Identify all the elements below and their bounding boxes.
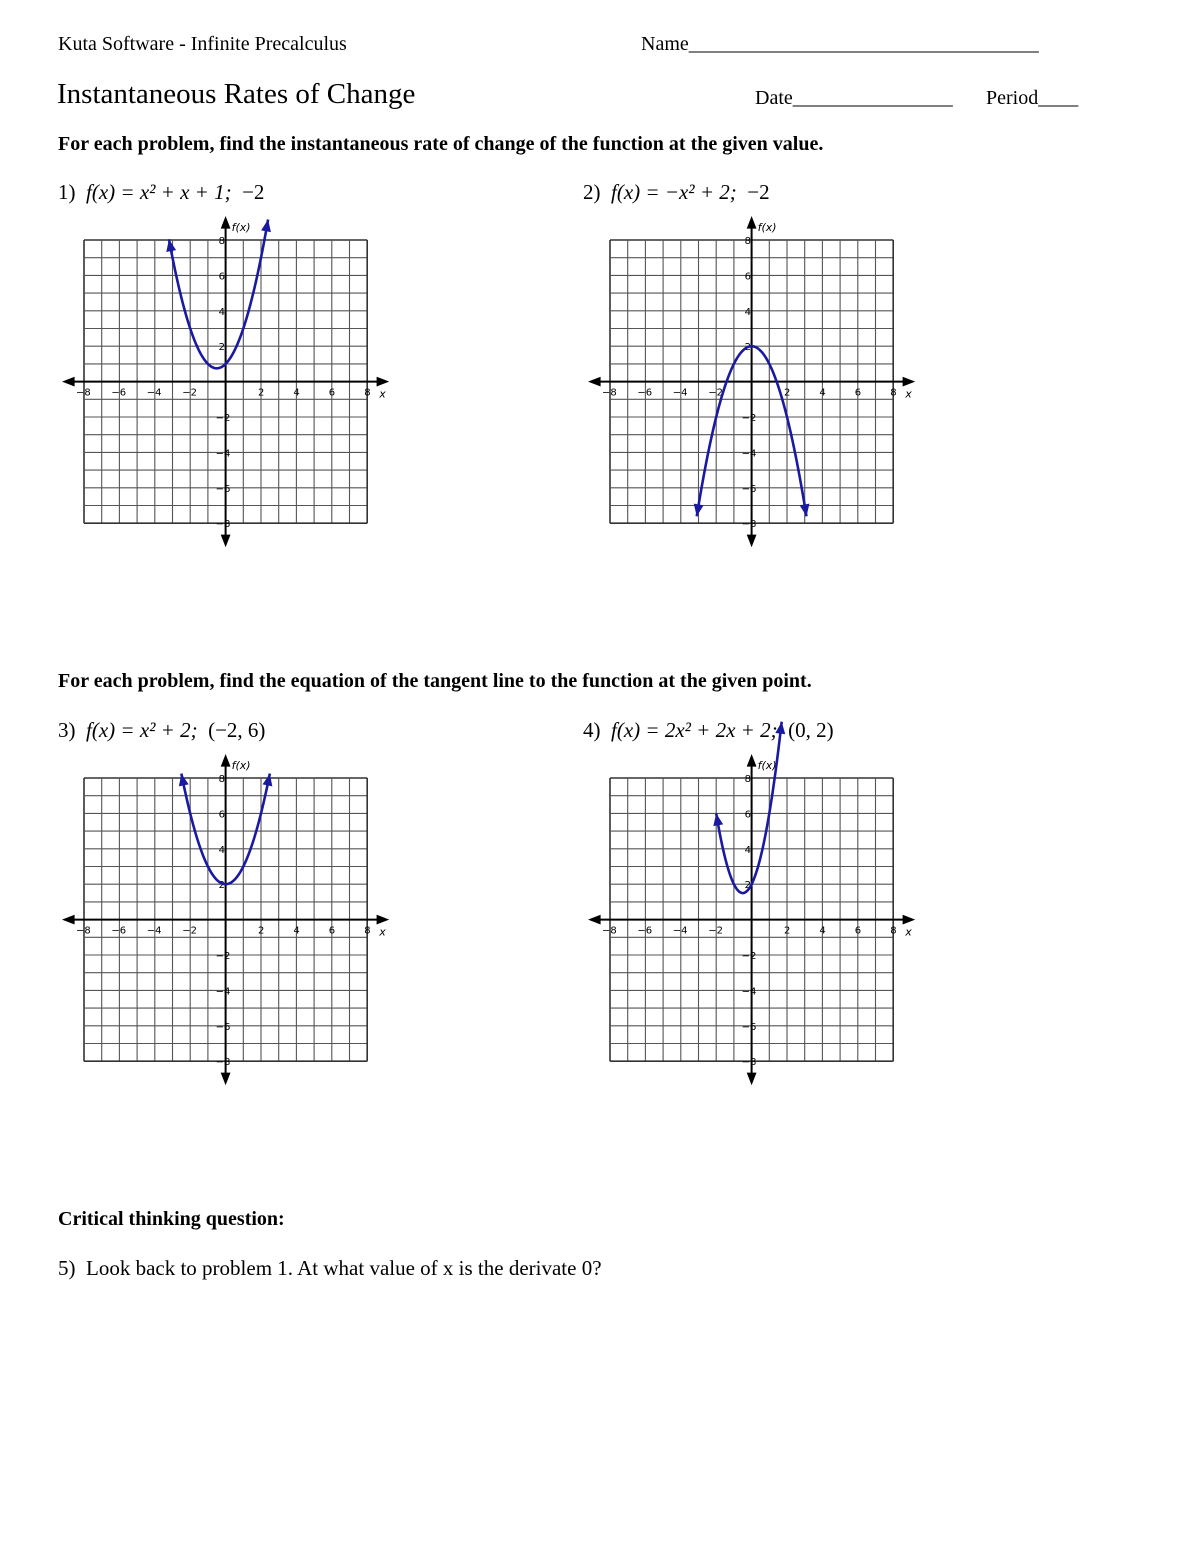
curve-arrowhead [263,774,273,787]
y-tick-label: −2 [741,413,757,424]
problem-number: 3) [58,718,76,742]
problem-given: (−2, 6) [208,718,266,742]
x-tick-label: 6 [328,925,336,937]
y-tick-label: 4 [218,844,225,856]
page-title: Instantaneous Rates of Change [57,78,416,110]
x-axis-arrow-right [377,377,390,387]
y-tick-label: −4 [215,448,231,460]
x-axis-label: x [379,925,386,939]
y-tick-label: 4 [218,306,225,318]
graph-svg [58,215,398,545]
x-tick-label: −8 [76,925,91,937]
y-tick-label: −8 [741,1057,757,1069]
function-curve [716,722,781,893]
y-axis-label: f(x) [757,221,777,234]
y-axis-arrow-down [747,1073,757,1086]
y-tick-label: −8 [215,1057,231,1069]
y-tick-label: −6 [215,1021,231,1033]
problem-4 [583,718,834,743]
x-tick-label: −6 [637,925,653,937]
graph-svg [584,215,924,545]
y-tick-label: 2 [218,880,225,892]
curve-arrowhead [179,774,189,787]
y-tick-label: 4 [744,306,751,318]
x-tick-label: −2 [182,925,197,937]
axes [62,216,389,547]
x-tick-label: −2 [708,925,723,937]
y-tick-label: −2 [215,413,231,424]
x-tick-label: −8 [76,387,91,399]
x-tick-label: −6 [637,387,653,399]
y-tick-label: 6 [218,809,225,821]
problem-given: −2 [747,180,770,204]
x-tick-label: −4 [146,387,162,399]
graph-problem-1 [58,215,398,545]
y-axis-arrow-up [747,754,757,767]
problem-given: −2 [242,180,265,204]
x-tick-label: 2 [784,925,791,937]
graph-svg [58,753,398,1083]
y-tick-label: 4 [744,844,751,856]
y-tick-label: −6 [741,483,757,495]
question-5 [58,1256,602,1281]
y-axis-arrow-up [221,216,231,229]
y-tick-label: 6 [218,271,225,283]
period-field[interactable]: Period____ [986,87,1079,109]
x-tick-label: 8 [364,925,371,937]
x-tick-label: −8 [602,925,617,937]
graph-svg [584,753,924,1083]
x-tick-label: −4 [672,387,688,399]
y-axis-arrow-down [221,535,231,548]
x-tick-label: −2 [708,387,723,399]
curve-arrowhead [713,813,723,826]
x-tick-label: −8 [602,387,617,399]
question-number: 5) [58,1256,76,1280]
x-tick-label: 4 [293,387,300,399]
y-axis-arrow-down [747,535,757,548]
y-tick-label: 6 [744,809,751,821]
y-tick-label: 8 [744,236,751,247]
problem-given: (0, 2) [788,718,834,742]
y-tick-label: 2 [744,880,751,892]
y-tick-label: −4 [215,986,231,998]
problem-function: f(x) = −x² + 2; [611,180,737,204]
problem-number: 1) [58,180,76,204]
problem-function: f(x) = x² + x + 1; [86,180,232,204]
x-tick-label: −2 [182,387,197,399]
problem-number: 4) [583,718,601,742]
y-tick-label: 6 [744,271,751,283]
x-tick-label: 8 [890,925,897,937]
y-axis-arrow-up [747,216,757,229]
y-tick-label: 2 [218,342,225,354]
y-tick-label: −6 [741,1021,757,1033]
y-tick-label: −2 [215,951,231,962]
x-axis-label: x [379,387,386,401]
x-axis-label: x [905,387,912,401]
x-tick-label: 2 [258,387,265,399]
curve-arrowhead [166,239,176,252]
x-axis-arrow-left [588,915,601,925]
axes [62,754,389,1085]
y-axis-label: f(x) [231,221,251,234]
x-axis-arrow-right [903,915,916,925]
critical-thinking-heading: Critical thinking question: [58,1208,285,1230]
x-tick-label: 8 [890,387,897,399]
x-axis-arrow-left [62,377,75,387]
x-tick-label: 4 [293,925,300,937]
graph-problem-3 [58,753,398,1083]
problem-3 [58,718,265,743]
problem-function: f(x) = 2x² + 2x + 2; [611,718,778,742]
section1-instruction: For each problem, find the instantaneous rate of change of the function at the given value. [58,133,824,155]
question-text: Look back to problem 1. At what value of x is the derivate 0? [86,1256,602,1280]
x-tick-label: 6 [854,925,862,937]
y-axis-label: f(x) [757,759,777,772]
y-tick-label: −4 [741,448,757,460]
x-tick-label: 4 [819,925,826,937]
curve-arrowhead [261,219,271,232]
y-tick-label: −8 [215,519,231,531]
date-field[interactable]: Date________________ [755,87,953,109]
y-axis-label: f(x) [231,759,251,772]
problem-1 [58,180,264,205]
x-tick-label: −4 [672,925,688,937]
graph-problem-2 [584,215,924,545]
x-tick-label: 2 [258,925,265,937]
y-tick-label: −8 [741,519,757,531]
x-tick-label: 6 [854,387,862,399]
y-tick-label: 8 [218,236,225,247]
x-tick-label: 2 [784,387,791,399]
x-tick-label: 6 [328,387,336,399]
y-tick-label: −4 [741,986,757,998]
axes [588,754,915,1085]
name-field[interactable]: Name___________________________________ [641,33,1039,55]
y-tick-label: −6 [215,483,231,495]
x-tick-label: −6 [111,925,127,937]
x-tick-label: 8 [364,387,371,399]
problem-function: f(x) = x² + 2; [86,718,198,742]
x-axis-label: x [905,925,912,939]
x-tick-label: −4 [146,925,162,937]
x-tick-label: 4 [819,387,826,399]
problem-number: 2) [583,180,601,204]
problem-2 [583,180,770,205]
x-axis-arrow-left [62,915,75,925]
section2-instruction: For each problem, find the equation of the tangent line to the function at the given point. [58,670,812,692]
y-tick-label: 8 [218,774,225,785]
y-axis-arrow-up [221,754,231,767]
x-axis-arrow-right [903,377,916,387]
x-tick-label: −6 [111,387,127,399]
y-tick-label: 2 [744,342,751,354]
y-tick-label: −2 [741,951,757,962]
graph-problem-4 [584,753,924,1083]
axes [588,216,915,547]
y-tick-label: 8 [744,774,751,785]
y-axis-arrow-down [221,1073,231,1086]
x-axis-arrow-left [588,377,601,387]
publisher-label: Kuta Software - Infinite Precalculus [58,33,347,55]
x-axis-arrow-right [377,915,390,925]
